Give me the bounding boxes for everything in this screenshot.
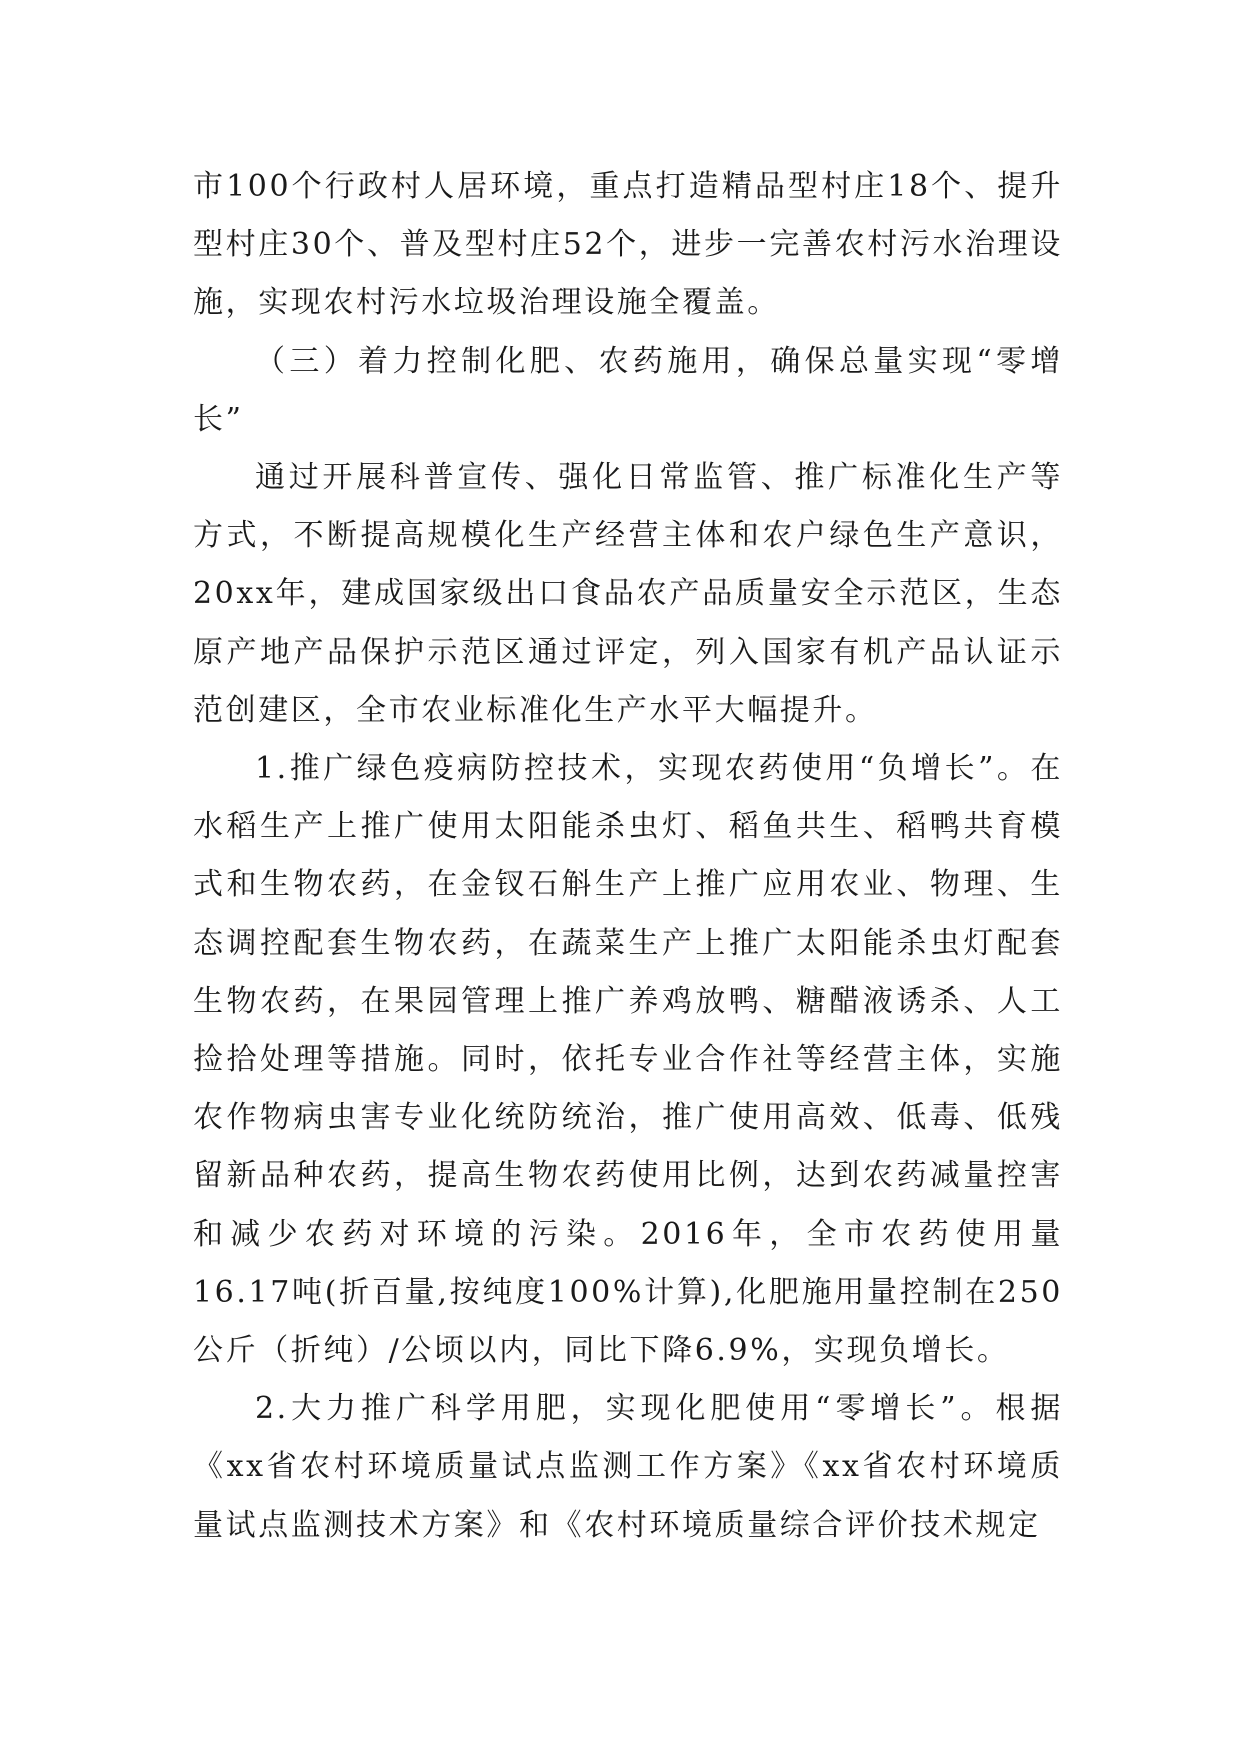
section-heading: （三）着力控制化肥、农药施用，确保总量实现“零增长” — [193, 343, 1063, 437]
paragraph-continuation: 市100个行政村人居环境，重点打造精品型村庄18个、提升型村庄30个、普及型村庄52个，进步一完善农村污水治理设施，实现农村污水垃圾治理设施全覆盖。 — [193, 169, 1063, 321]
paragraph-section-intro: 通过开展科普宣传、强化日常监管、推广标准化生产等方式，不断提高规模化生产经营主体和农户绿色生产意识，20xx年，建成国家级出口食品农产品质量安全示范区，生态原产地产品保护示范区通过评定，列入国家有机产品认证示范创建区，全市农业标准化生产水平大幅提升。 — [193, 460, 1063, 728]
paragraph-item-1: 1.推广绿色疫病防控技术，实现农药使用“负增长”。在水稻生产上推广使用太阳能杀虫灯、稻鱼共生、稻鸭共育模式和生物农药，在金钗石斛生产上推广应用农业、物理、生态调控配套生物农药，在蔬菜生产上推广太阳能杀虫灯配套生物农药，在果园管理上推广养鸡放鸭、糖醋液诱杀、人工捡拾处理等措施。同时，依托专业合作社等经营主体，实施农作物病虫害专业化统防统治，推广使用高效、低毒、低残留新品种农药，提高生物农药使用比例，达到农药减量控害和减少农药对环境的污染。2016年，全市农药使用量16.17吨(折百量,按纯度100%计算),化肥施用量控制在250公斤（折纯）/公顷以内，同比下降6.9%，实现负增长。 — [193, 751, 1063, 1369]
paragraph-item-2: 2.大力推广科学用肥，实现化肥使用“零增长”。根据《xx省农村环境质量试点监测工作方案》《xx省农村环境质量试点监测技术方案》和《农村环境质量综合评价技术规定 — [193, 1391, 1063, 1543]
document-body — [193, 158, 1063, 1555]
